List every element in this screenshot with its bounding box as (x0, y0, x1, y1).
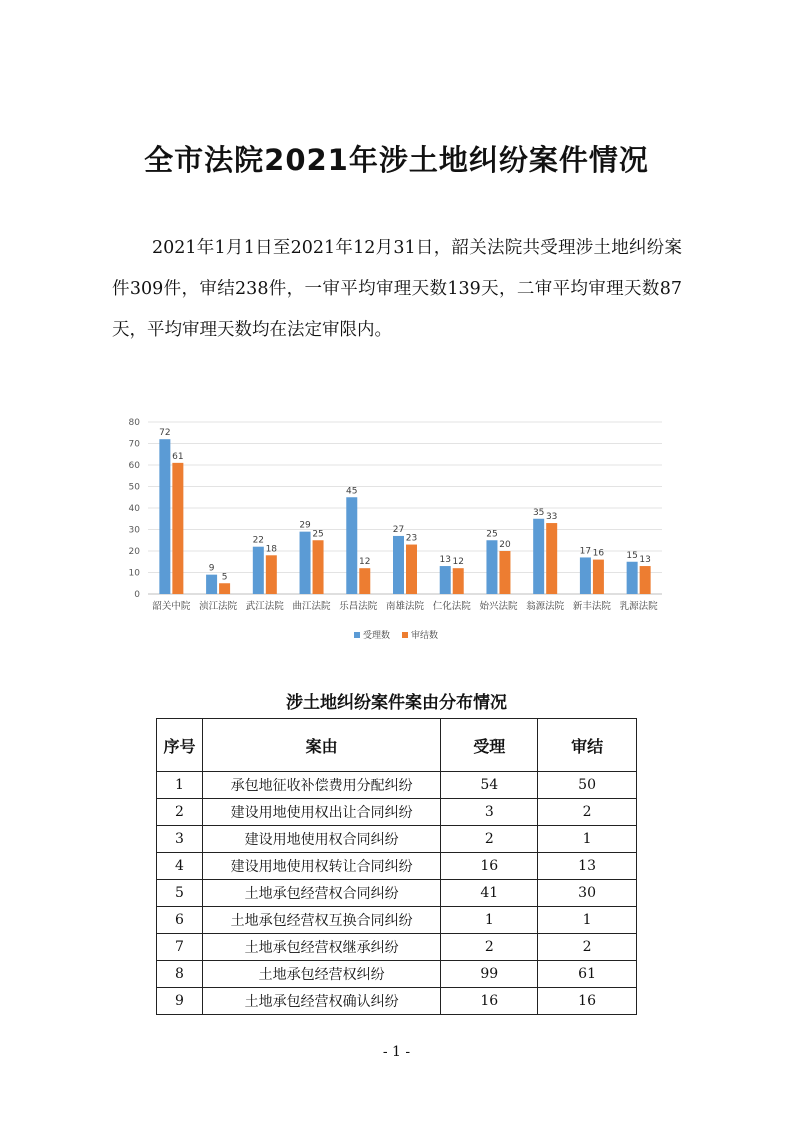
table-row (157, 853, 637, 880)
y-tick-label: 50 (128, 482, 140, 493)
bar-accepted (159, 439, 170, 594)
x-tick-label: 武江法院 (245, 601, 284, 612)
bar-concluded (219, 583, 230, 594)
bar-accepted (206, 575, 217, 594)
cell-concluded: 13 (538, 853, 637, 880)
data-label: 25 (312, 529, 324, 540)
bar-concluded (172, 463, 183, 594)
table-title: 涉土地纠纷案件案由分布情况 (286, 693, 507, 713)
x-tick-label: 韶关中院 (152, 601, 191, 612)
data-label: 35 (532, 507, 545, 518)
legend-label: 受理数 (363, 631, 391, 641)
data-label: 22 (252, 535, 265, 546)
cell-accepted: 1 (441, 907, 538, 934)
bar-accepted (393, 536, 404, 594)
x-tick-label: 南雄法院 (385, 601, 425, 612)
x-tick-label: 乐昌法院 (339, 601, 378, 612)
data-label: 17 (579, 546, 592, 557)
data-label: 33 (545, 512, 558, 523)
y-tick-label: 30 (128, 525, 140, 536)
table-row (157, 799, 637, 826)
cell-concluded: 16 (538, 988, 637, 1015)
bar-concluded (546, 523, 557, 594)
page-title: 全市法院2021年涉土地纠纷案件情况 (144, 143, 649, 177)
y-tick-label: 80 (128, 418, 140, 428)
cell-cause: 土地承包经营权继承纠纷 (202, 934, 440, 961)
cell-cause: 建设用地使用权转让合同纠纷 (202, 853, 440, 880)
bar-concluded (266, 555, 277, 594)
data-label: 25 (486, 529, 498, 540)
x-tick-label: 仁化法院 (432, 601, 471, 612)
header-accepted: 受理 (441, 719, 538, 772)
cell-accepted: 2 (441, 826, 538, 853)
table-row (157, 880, 637, 907)
legend-label: 审结数 (411, 631, 439, 641)
bar-concluded (359, 568, 370, 594)
cell-cause: 建设用地使用权出让合同纠纷 (202, 799, 440, 826)
cell-index: 3 (157, 826, 203, 853)
bar-accepted (300, 532, 311, 594)
cell-concluded: 1 (538, 826, 637, 853)
data-label: 12 (359, 557, 371, 568)
x-tick-label: 始兴法院 (479, 601, 518, 612)
bar-accepted (627, 562, 638, 594)
header-cause: 案由 (202, 719, 440, 772)
y-tick-label: 70 (128, 439, 140, 450)
x-tick-label: 翁源法院 (526, 601, 565, 612)
cell-accepted: 54 (441, 772, 538, 799)
data-label: 23 (405, 533, 418, 544)
cell-index: 2 (157, 799, 203, 826)
data-label: 16 (592, 548, 605, 559)
cell-concluded: 50 (538, 772, 637, 799)
data-label: 15 (626, 550, 638, 561)
cell-accepted: 99 (441, 961, 538, 988)
table-row (157, 988, 637, 1015)
bar-concluded (406, 545, 417, 594)
y-tick-label: 40 (128, 504, 140, 514)
case-table (156, 718, 637, 1015)
bar-accepted (440, 566, 451, 594)
header-index: 序号 (157, 719, 203, 772)
intro-text: 2021年1月1日至2021年12月31日，韶关法院共受理涉土地纠纷案件309件，审结238件，一审平均审理天数139天，二审平均审理天数87天，平均审理天数均在法定审限内。 (112, 238, 682, 340)
cell-concluded: 30 (538, 880, 637, 907)
cell-index: 9 (157, 988, 203, 1015)
data-label: 9 (208, 563, 215, 574)
cell-cause: 土地承包经营权确认纠纷 (202, 988, 440, 1015)
data-label: 61 (172, 451, 184, 462)
table-header-row (157, 719, 637, 772)
bar-accepted (486, 540, 497, 594)
data-label: 13 (439, 555, 451, 566)
table-row (157, 826, 637, 853)
cell-index: 6 (157, 907, 203, 934)
cell-concluded: 2 (538, 799, 637, 826)
y-tick-label: 10 (128, 568, 140, 579)
page-number: - 1 - (382, 1044, 411, 1060)
x-tick-label: 浈江法院 (199, 601, 238, 612)
x-tick-label: 曲江法院 (292, 601, 331, 612)
cell-accepted: 2 (441, 934, 538, 961)
table-row (157, 934, 637, 961)
data-label: 20 (499, 540, 511, 550)
bar-concluded (453, 568, 464, 594)
y-tick-label: 20 (128, 547, 140, 557)
cell-index: 8 (157, 961, 203, 988)
data-label: 29 (299, 520, 311, 531)
bar-concluded (499, 551, 510, 594)
data-label: 72 (159, 428, 171, 439)
table-row (157, 907, 637, 934)
cell-index: 1 (157, 772, 203, 799)
cell-concluded: 1 (538, 907, 637, 934)
legend-swatch (354, 632, 360, 638)
x-tick-label: 新丰法院 (572, 601, 611, 612)
table-row (157, 772, 637, 799)
y-tick-label: 60 (128, 461, 140, 471)
table-row (157, 961, 637, 988)
cell-cause: 建设用地使用权合同纠纷 (202, 826, 440, 853)
cell-index: 7 (157, 934, 203, 961)
bar-accepted (253, 547, 264, 594)
cell-concluded: 2 (538, 934, 637, 961)
x-tick-label: 乳源法院 (619, 601, 658, 612)
bar-accepted (533, 519, 544, 594)
y-tick-label: 0 (134, 590, 140, 600)
bar-concluded (593, 560, 604, 594)
data-label: 27 (392, 524, 405, 535)
chart-svg (112, 408, 672, 653)
cell-index: 4 (157, 853, 203, 880)
cell-accepted: 3 (441, 799, 538, 826)
data-label: 13 (639, 555, 651, 566)
data-label: 18 (265, 544, 278, 555)
header-concluded: 审结 (538, 719, 637, 772)
cell-concluded: 61 (538, 961, 637, 988)
bar-chart (112, 408, 672, 653)
data-label: 45 (346, 486, 358, 497)
bar-concluded (313, 540, 324, 594)
bar-accepted (580, 557, 591, 594)
cell-index: 5 (157, 880, 203, 907)
data-label: 12 (452, 557, 464, 568)
cell-cause: 土地承包经营权纠纷 (202, 961, 440, 988)
cell-accepted: 16 (441, 853, 538, 880)
cell-accepted: 16 (441, 988, 538, 1015)
cell-cause: 土地承包经营权合同纠纷 (202, 880, 440, 907)
data-label: 5 (221, 572, 228, 583)
cell-accepted: 41 (441, 880, 538, 907)
cell-cause: 土地承包经营权互换合同纠纷 (202, 907, 440, 934)
bar-concluded (640, 566, 651, 594)
cell-cause: 承包地征收补偿费用分配纠纷 (202, 772, 440, 799)
bar-accepted (346, 497, 357, 594)
legend-swatch (402, 632, 408, 638)
intro-paragraph (112, 228, 682, 351)
